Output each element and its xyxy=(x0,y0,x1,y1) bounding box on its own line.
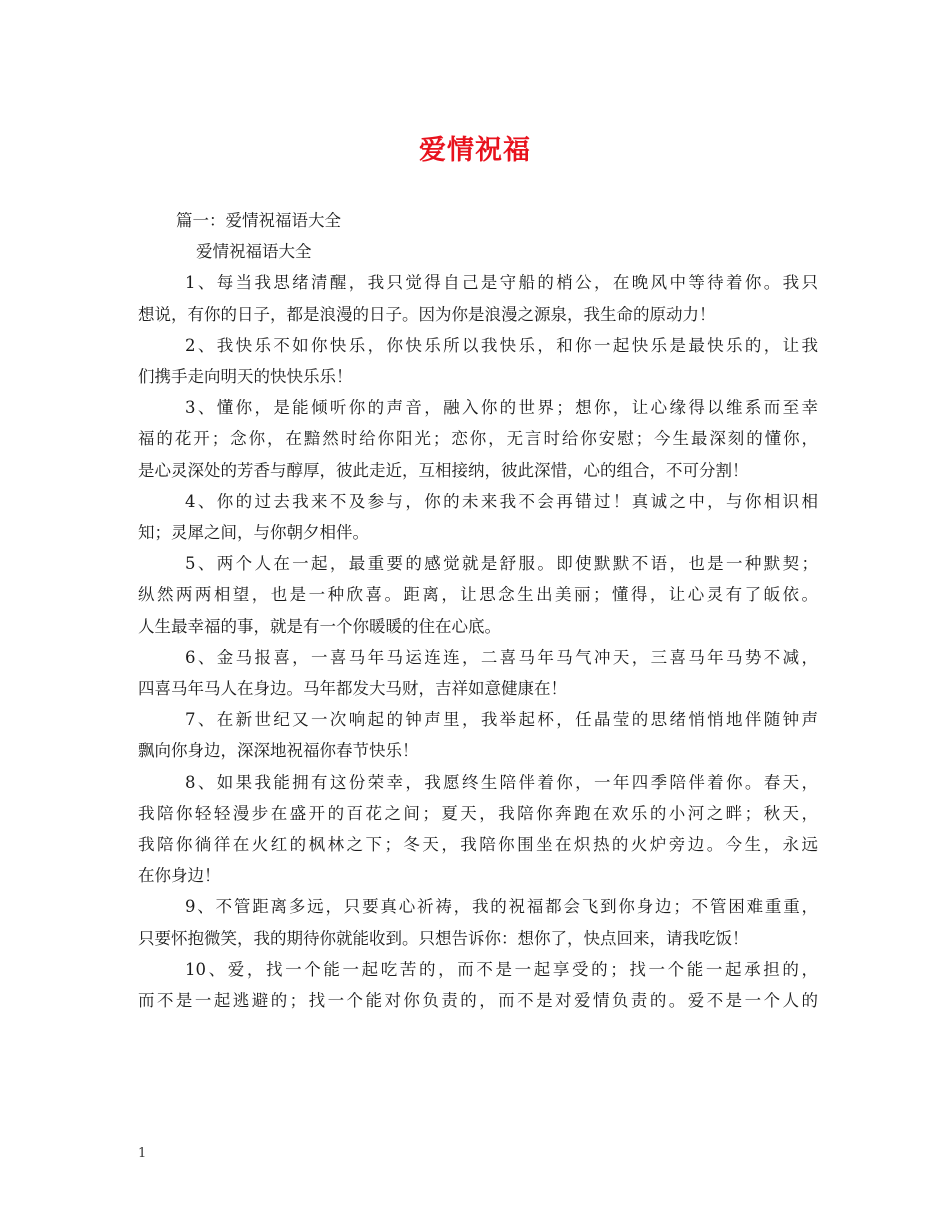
paragraph xyxy=(138,548,818,642)
paragraph-line: 我陪你徜徉在火红的枫林之下；冬天，我陪你围坐在炽热的火炉旁边。今生，永远 xyxy=(138,835,818,855)
paragraph xyxy=(138,642,818,704)
paragraph-line: 在你身边！ xyxy=(138,866,221,886)
paragraph-line: 只要怀抱微笑，我的期待你就能收到。只想告诉你：想你了，快点回来，请我吃饭！ xyxy=(138,928,749,948)
paragraph-line: 7、在新世纪又一次响起的钟声里，我举起杯，任晶莹的思绪悄悄地伴随钟声 xyxy=(185,710,818,730)
paragraph-line: 3、懂你，是能倾听你的声音，融入你的世界；想你，让心缘得以维系而至幸 xyxy=(185,398,818,418)
paragraph xyxy=(138,954,818,1016)
paragraph-line: 而不是一起逃避的；找一个能对你负责的，而不是对爱情负责的。爱不是一个人的 xyxy=(138,991,818,1011)
paragraph-line: 四喜马年马人在身边。马年都发大马财，吉祥如意健康在！ xyxy=(138,679,567,699)
paragraph-line: 知；灵犀之间，与你朝夕相伴。 xyxy=(138,523,369,543)
paragraph-line: 飘向你身边，深深地祝福你春节快乐！ xyxy=(138,741,419,761)
paragraph xyxy=(138,330,818,392)
section-heading: 篇一：爱情祝福语大全 xyxy=(176,211,341,230)
document-title: 爱情祝福 xyxy=(419,135,531,166)
paragraph-line: 5、两个人在一起，最重要的感觉就是舒服。即使默默不语，也是一种默契； xyxy=(185,554,818,574)
paragraph xyxy=(138,486,818,548)
paragraph xyxy=(138,267,818,329)
paragraph xyxy=(138,767,818,892)
subheading: 爱情祝福语大全 xyxy=(196,242,312,262)
paragraph-line: 2、我快乐不如你快乐，你快乐所以我快乐，和你一起快乐是最快乐的，让我 xyxy=(185,335,818,355)
paragraph-line: 1、每当我思绪清醒，我只觉得自己是守船的梢公，在晚风中等待着你。我只 xyxy=(185,273,818,293)
paragraph-line: 8、如果我能拥有这份荣幸，我愿终生陪伴着你，一年四季陪伴着你。春天， xyxy=(185,772,818,792)
paragraph-line: 人生最幸福的事，就是有一个你暖暖的住在心底。 xyxy=(138,616,501,636)
paragraph-line: 们携手走向明天的快快乐乐！ xyxy=(138,367,353,387)
document-body xyxy=(138,205,818,1016)
page-number: 1 xyxy=(138,1146,147,1161)
paragraph-list xyxy=(138,267,818,1016)
paragraph-line: 想说，有你的日子，都是浪漫的日子。因为你是浪漫之源泉，我生命的原动力！ xyxy=(138,304,716,324)
paragraph xyxy=(138,704,818,766)
paragraph-line: 10、爱，找一个能一起吃苦的，而不是一起享受的；找一个能一起承担的， xyxy=(185,959,818,979)
paragraph-line: 6、金马报喜，一喜马年马运连连，二喜马年马气冲天，三喜马年马势不减， xyxy=(185,647,818,667)
paragraph xyxy=(138,392,818,486)
paragraph xyxy=(138,891,818,953)
paragraph-line: 福的花开；念你，在黯然时给你阳光；恋你，无言时给你安慰；今生最深刻的懂你， xyxy=(138,429,818,449)
paragraph-line: 我陪你轻轻漫步在盛开的百花之间；夏天，我陪你奔跑在欢乐的小河之畔；秋天， xyxy=(138,803,818,823)
paragraph-line: 4、你的过去我来不及参与，你的未来我不会再错过！真诚之中，与你相识相 xyxy=(185,491,818,511)
paragraph-line: 纵然两两相望，也是一种欣喜。距离，让思念生出美丽；懂得，让心灵有了皈依。 xyxy=(138,585,818,605)
paragraph-line: 是心灵深处的芳香与醇厚，彼此走近，互相接纳，彼此深惜，心的组合，不可分割！ xyxy=(138,460,749,480)
paragraph-line: 9、不管距离多远，只要真心祈祷，我的祝福都会飞到你身边；不管困难重重， xyxy=(185,897,818,917)
